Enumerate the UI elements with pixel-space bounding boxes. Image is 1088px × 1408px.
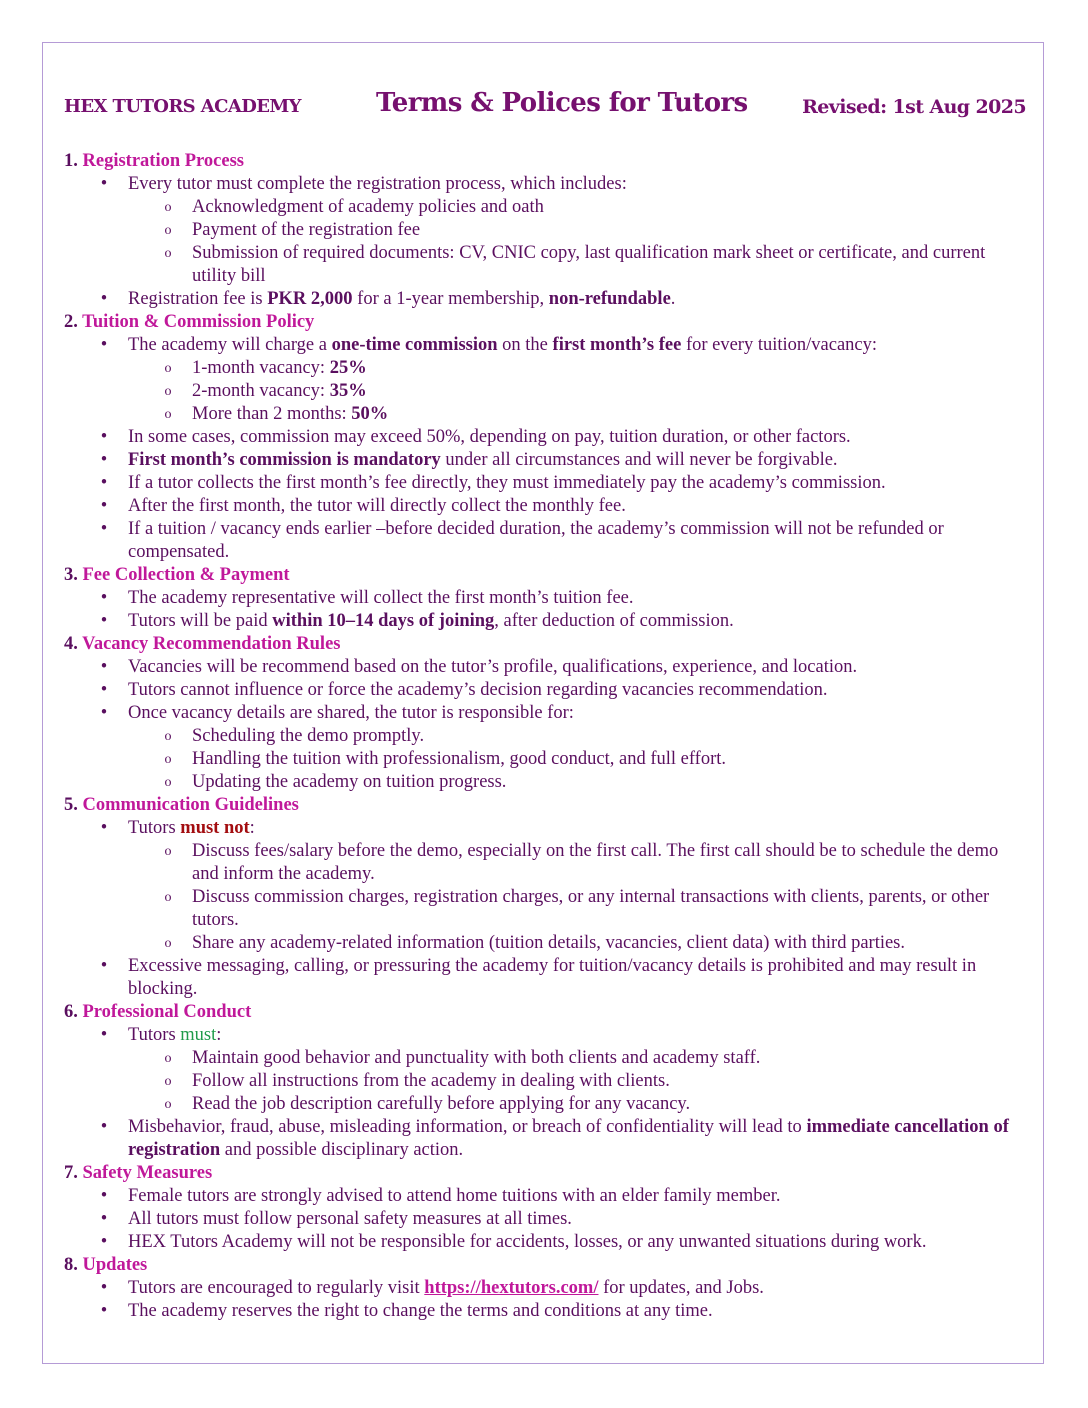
bullet-icon: • <box>100 335 108 355</box>
bullet-icon: • <box>100 818 108 838</box>
item-text: Discuss commission charges, registration charges, or any internal transactions with clients, parents, or other tutors. <box>192 887 990 930</box>
item-text: on the <box>497 335 553 355</box>
item-text: Misbehavior, fraud, abuse, misleading information, or breach of confidentiality will lead to <box>128 1117 807 1137</box>
sub-list-item <box>64 219 1029 242</box>
item-text: Share any academy-related information (tuition details, vacancies, client data) with third parties. <box>192 933 906 953</box>
document-header <box>64 88 1026 124</box>
emphasis-text: within 10–14 days of joining <box>272 611 495 631</box>
bullet-icon: • <box>100 1301 108 1321</box>
bullet-icon: • <box>100 473 108 493</box>
sub-list-item <box>64 380 1029 403</box>
bullet-icon: • <box>100 427 108 447</box>
hollow-circle-icon: o <box>164 936 172 951</box>
bullet-icon: • <box>100 611 108 631</box>
list-item <box>64 518 1029 564</box>
item-text: In some cases, commission may exceed 50%, depending on pay, tuition duration, or other factors. <box>128 427 851 447</box>
bullet-icon: • <box>100 450 108 470</box>
hollow-circle-icon: o <box>164 200 172 215</box>
list-item <box>64 1231 1029 1254</box>
hollow-circle-icon: o <box>164 361 172 376</box>
item-text: Tutors <box>128 1025 181 1045</box>
item-text: Scheduling the demo promptly. <box>192 726 425 746</box>
item-text: After the first month, the tutor will directly collect the monthly fee. <box>128 496 626 516</box>
bullet-icon: • <box>100 289 108 309</box>
list-item <box>64 495 1029 518</box>
hollow-circle-icon: o <box>164 890 172 905</box>
bullet-icon: • <box>100 1186 108 1206</box>
list-item <box>64 1024 1029 1047</box>
sub-list-item <box>64 725 1029 748</box>
list-item <box>64 1185 1029 1208</box>
section-title: Vacancy Recommendation Rules <box>82 634 341 654</box>
section-number: 8. <box>64 1255 78 1275</box>
list-item <box>64 426 1029 449</box>
item-text: : <box>249 818 255 838</box>
item-text: Excessive messaging, calling, or pressuring the academy for tuition/vacancy details is prohibited and may result in blocking. <box>128 956 977 999</box>
website-link[interactable]: https://hextutors.com/ <box>424 1278 599 1298</box>
item-text: 2-month vacancy: <box>192 381 330 401</box>
item-text: , after deduction of commission. <box>494 611 734 631</box>
sub-list-item <box>64 357 1029 380</box>
section-heading-fee-collection <box>64 564 1029 587</box>
section-title: Fee Collection & Payment <box>82 565 290 585</box>
hollow-circle-icon: o <box>164 407 172 422</box>
bullet-icon: • <box>100 496 108 516</box>
section-title: Tuition & Commission Policy <box>82 312 315 332</box>
section-title: Updates <box>82 1255 148 1275</box>
section-heading-communication <box>64 794 1029 817</box>
item-text: Follow all instructions from the academy in dealing with clients. <box>192 1071 670 1091</box>
emphasis-text: one-time commission <box>331 335 498 355</box>
sub-list-item <box>64 1070 1029 1093</box>
item-text: . <box>670 289 676 309</box>
section-heading-vacancy <box>64 633 1029 656</box>
commission-rate: 25% <box>329 358 367 378</box>
section-title: Safety Measures <box>82 1163 213 1183</box>
list-item <box>64 679 1029 702</box>
sub-list-item <box>64 932 1029 955</box>
list-item <box>64 656 1029 679</box>
list-item <box>64 817 1029 840</box>
hollow-circle-icon: o <box>164 223 172 238</box>
list-item <box>64 955 1029 1001</box>
list-item <box>64 702 1029 725</box>
item-text: The academy reserves the right to change the terms and conditions at any time. <box>128 1301 713 1321</box>
item-text: Submission of required documents: CV, CNIC copy, last qualification mark sheet or certificate, and current utility bill <box>192 243 986 286</box>
item-text: Once vacancy details are shared, the tutor is responsible for: <box>128 703 574 723</box>
sub-list-item <box>64 771 1029 794</box>
item-text: Tutors cannot influence or force the academy’s decision regarding vacancies recommendation. <box>128 680 828 700</box>
bullet-icon: • <box>100 1117 108 1137</box>
section-number: 4. <box>64 634 78 654</box>
sub-list-item <box>64 840 1029 886</box>
item-text: Every tutor must complete the registration process, which includes: <box>128 174 627 194</box>
item-text: The academy will charge a <box>128 335 332 355</box>
bullet-icon: • <box>100 680 108 700</box>
item-text: and possible disciplinary action. <box>220 1140 464 1160</box>
section-number: 2. <box>64 312 78 332</box>
section-title: Communication Guidelines <box>82 795 299 815</box>
sub-list-item <box>64 748 1029 771</box>
item-text: If a tuition / vacancy ends earlier –before decided duration, the academy’s commission will not be refunded or compensated. <box>128 519 944 562</box>
list-item <box>64 288 1029 311</box>
item-text: under all circumstances and will never be forgivable. <box>440 450 838 470</box>
emphasis-text: non-refundable <box>548 289 671 309</box>
list-item <box>64 610 1029 633</box>
bullet-icon: • <box>100 1278 108 1298</box>
bullet-icon: • <box>100 1025 108 1045</box>
hollow-circle-icon: o <box>164 1074 172 1089</box>
must-label: must <box>180 1025 217 1045</box>
bullet-icon: • <box>100 174 108 194</box>
item-text: Tutors <box>128 818 181 838</box>
item-text: Payment of the registration fee <box>192 220 421 240</box>
list-item <box>64 1300 1029 1323</box>
must-not-label: must not <box>180 818 250 838</box>
sub-list-item <box>64 403 1029 426</box>
academy-name: HEX TUTORS ACADEMY <box>64 96 301 117</box>
item-text: Maintain good behavior and punctuality with both clients and academy staff. <box>192 1048 761 1068</box>
item-text: Tutors will be paid <box>128 611 273 631</box>
section-title: Registration Process <box>82 151 244 171</box>
item-text: for every tuition/vacancy: <box>681 335 878 355</box>
item-text: Tutors are encouraged to regularly visit <box>128 1278 425 1298</box>
item-text: Registration fee is <box>128 289 268 309</box>
list-item <box>64 1208 1029 1231</box>
item-text: Acknowledgment of academy policies and oath <box>192 197 544 217</box>
sub-list-item <box>64 886 1029 932</box>
section-heading-registration <box>64 150 1029 173</box>
item-text: The academy representative will collect the first month’s tuition fee. <box>128 588 634 608</box>
item-text: If a tutor collects the first month’s fee directly, they must immediately pay the academy’s commission. <box>128 473 886 493</box>
section-heading-safety <box>64 1162 1029 1185</box>
item-text: Updating the academy on tuition progress. <box>192 772 507 792</box>
sub-list-item <box>64 196 1029 219</box>
section-title: Professional Conduct <box>82 1002 252 1022</box>
commission-rate: 35% <box>329 381 367 401</box>
bullet-icon: • <box>100 1232 108 1252</box>
fee-amount: PKR 2,000 <box>267 289 353 309</box>
hollow-circle-icon: o <box>164 775 172 790</box>
list-item <box>64 1277 1029 1300</box>
section-number: 7. <box>64 1163 78 1183</box>
section-heading-updates <box>64 1254 1029 1277</box>
bullet-icon: • <box>100 657 108 677</box>
sub-list-item <box>64 1047 1029 1070</box>
emphasis-text: first month’s fee <box>552 335 682 355</box>
bullet-icon: • <box>100 703 108 723</box>
hollow-circle-icon: o <box>164 844 172 859</box>
emphasis-text: immediate cancellation of registration <box>128 1117 1009 1160</box>
list-item <box>64 173 1029 196</box>
item-text: Female tutors are strongly advised to attend home tuitions with an elder family member. <box>128 1186 781 1206</box>
section-number: 3. <box>64 565 78 585</box>
section-heading-conduct <box>64 1001 1029 1024</box>
item-text: : <box>216 1025 222 1045</box>
hollow-circle-icon: o <box>164 1097 172 1112</box>
list-item <box>64 334 1029 357</box>
sub-list-item <box>64 242 1029 288</box>
list-item <box>64 449 1029 472</box>
bullet-icon: • <box>100 1209 108 1229</box>
item-text: All tutors must follow personal safety measures at all times. <box>128 1209 572 1229</box>
item-text: More than 2 months: <box>192 404 352 424</box>
section-number: 1. <box>64 151 78 171</box>
emphasis-text: First month’s commission is mandatory <box>128 450 441 470</box>
bullet-icon: • <box>100 956 108 976</box>
item-text: 1-month vacancy: <box>192 358 330 378</box>
bullet-icon: • <box>100 519 108 539</box>
sub-list-item <box>64 1093 1029 1116</box>
document-body <box>64 150 1029 1323</box>
hollow-circle-icon: o <box>164 384 172 399</box>
list-item <box>64 472 1029 495</box>
item-text: Vacancies will be recommend based on the tutor’s profile, qualifications, experience, and location. <box>128 657 858 677</box>
hollow-circle-icon: o <box>164 729 172 744</box>
bullet-icon: • <box>100 588 108 608</box>
item-text: Discuss fees/salary before the demo, especially on the first call. The first call should be to schedule the demo and inform the academy. <box>192 841 999 884</box>
item-text: for a 1-year membership, <box>352 289 549 309</box>
page-title: Terms & Polices for Tutors <box>376 88 748 118</box>
commission-rate: 50% <box>351 404 389 424</box>
section-number: 5. <box>64 795 78 815</box>
revised-date: Revised: 1st Aug 2025 <box>802 96 1026 118</box>
hollow-circle-icon: o <box>164 1051 172 1066</box>
item-text: Read the job description carefully before applying for any vacancy. <box>192 1094 691 1114</box>
list-item <box>64 1116 1029 1162</box>
hollow-circle-icon: o <box>164 246 172 261</box>
item-text: for updates, and Jobs. <box>598 1278 764 1298</box>
item-text: HEX Tutors Academy will not be responsible for accidents, losses, or any unwanted situations during work. <box>128 1232 927 1252</box>
section-number: 6. <box>64 1002 78 1022</box>
list-item <box>64 587 1029 610</box>
item-text: Handling the tuition with professionalism, good conduct, and full effort. <box>192 749 727 769</box>
hollow-circle-icon: o <box>164 752 172 767</box>
section-heading-commission <box>64 311 1029 334</box>
